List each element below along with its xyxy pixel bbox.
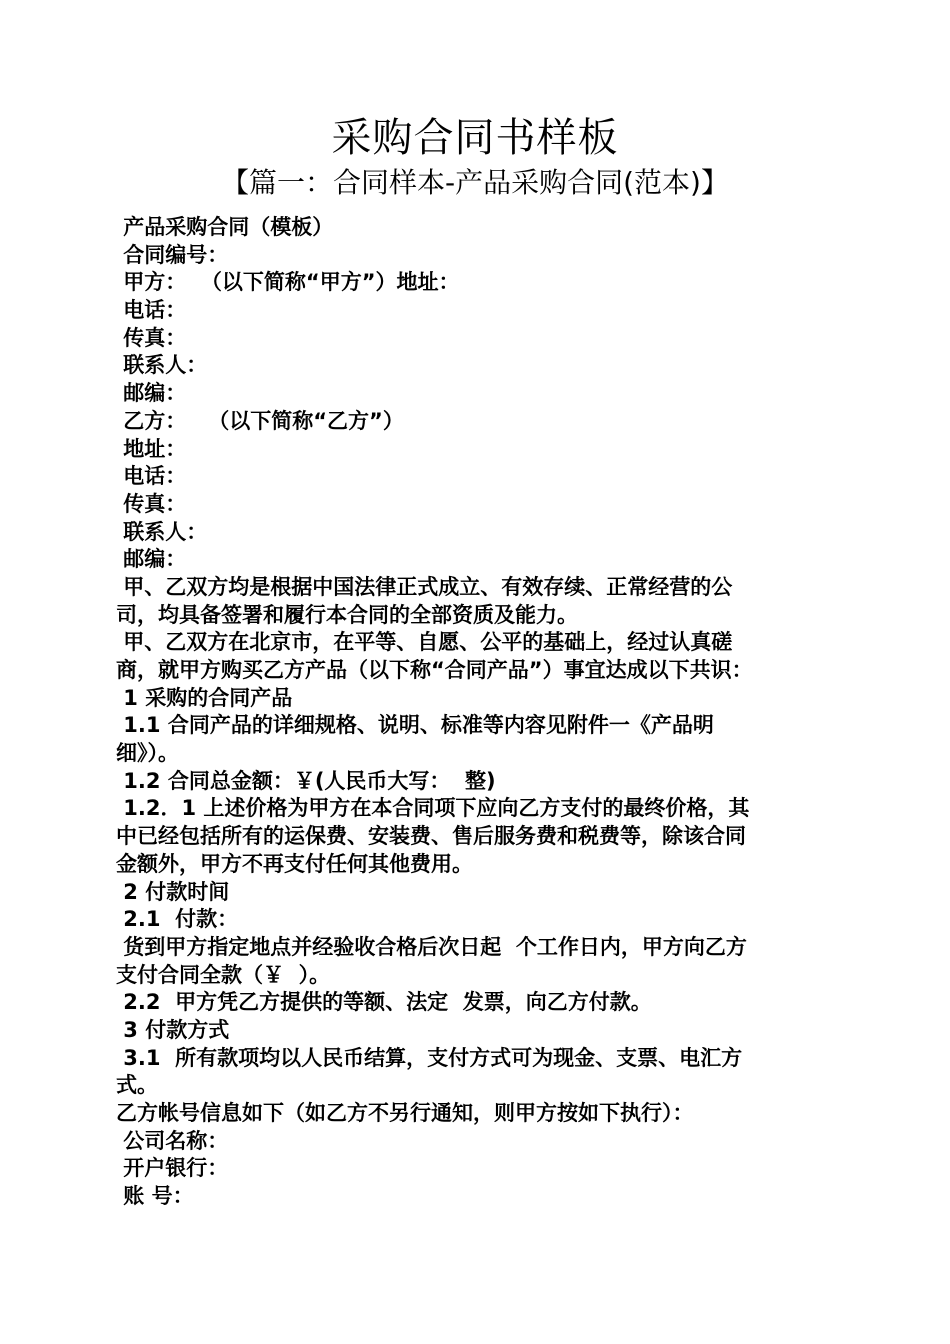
body-line-payment-terms-a: 货到甲方指定地点并经验收合格后次日起 个工作日内，甲方向乙方 bbox=[116, 934, 747, 959]
body-line-consensus-2: 商，就甲方购买乙方产品（以下称“合同产品”）事宜达成以下共识： bbox=[116, 658, 753, 682]
body-line-party-b-contact: 联系人： bbox=[116, 519, 208, 544]
body-line-party-b-postcode: 邮编： bbox=[116, 547, 187, 572]
body-line-qualification-2: 司，均具备签署和履行本合同的全部资质及能力。 bbox=[116, 602, 578, 627]
body-line-clause-2-2: 2.2 甲方凭乙方提供的等额、法定 发票，向乙方付款。 bbox=[116, 990, 652, 1015]
body-line-clause-2-1: 2.1 付款： bbox=[116, 907, 239, 932]
body-line-party-a-contact: 联系人： bbox=[116, 353, 208, 378]
body-line-section-3-heading: 3 付款方式 bbox=[116, 1017, 230, 1042]
body-line-party-b-fax: 传真： bbox=[116, 491, 187, 516]
body-line-clause-1-2-1-a: 1.2．1 上述价格为甲方在本合同项下应向乙方支付的最终价格，其 bbox=[116, 796, 750, 821]
body-line-section-1-heading: 1 采购的合同产品 bbox=[116, 685, 293, 710]
body-line-party-a-fax: 传真： bbox=[116, 325, 187, 350]
body-line-bank: 开户银行： bbox=[116, 1156, 229, 1181]
body-line-contract-number: 合同编号： bbox=[116, 242, 229, 267]
body-line-section-2-heading: 2 付款时间 bbox=[116, 879, 230, 904]
body-line-party-a-phone: 电话： bbox=[116, 298, 187, 323]
document-subtitle: 【篇一：合同样本-产品采购合同(范本)】 bbox=[221, 166, 729, 199]
body-line-party-b-phone: 电话： bbox=[116, 464, 187, 489]
body-line-account-number: 账 号： bbox=[116, 1184, 194, 1209]
body-line-qualification-1: 甲、乙双方均是根据中国法律正式成立、有效存续、正常经营的公 bbox=[116, 574, 733, 599]
body-line-clause-1-1-b: 细》）。 bbox=[116, 741, 179, 766]
body-line-clause-1-2: 1.2 合同总金额：￥(人民币大写： 整) bbox=[116, 768, 496, 793]
body-line-account-info: 乙方帐号信息如下（如乙方不另行通知，则甲方按如下执行）： bbox=[116, 1101, 694, 1125]
document-body bbox=[116, 214, 836, 1211]
body-line-clause-1-1-a: 1.1 合同产品的详细规格、说明、标准等内容见附件一《产品明 bbox=[116, 713, 714, 738]
body-line-party-a: 甲方： （以下简称“甲方”）地址： bbox=[116, 270, 460, 295]
body-line-clause-1-2-1-c: 金额外，甲方不再支付任何其他费用。 bbox=[116, 851, 473, 876]
body-line-payment-terms-b: 支付合同全款（￥ ）。 bbox=[116, 962, 331, 987]
body-line-contract-heading: 产品采购合同（模板） bbox=[116, 215, 334, 239]
body-line-party-b: 乙方： （以下简称“乙方”） bbox=[116, 408, 404, 433]
body-line-clause-3-1-a: 3.1 所有款项均以人民币结算，支付方式可为现金、支票、电汇方 bbox=[116, 1045, 743, 1070]
body-line-party-b-address: 地址： bbox=[116, 436, 187, 461]
body-line-consensus-1: 甲、乙双方在北京市，在平等、自愿、公平的基础上，经过认真磋 bbox=[116, 630, 733, 655]
body-line-clause-3-1-b: 式。 bbox=[116, 1073, 158, 1098]
body-line-clause-1-2-1-b: 中已经包括所有的运保费、安装费、售后服务费和税费等，除该合同 bbox=[116, 824, 746, 849]
body-line-party-a-postcode: 邮编： bbox=[116, 381, 187, 406]
document-title: 采购合同书样板 bbox=[331, 115, 619, 161]
body-line-company-name: 公司名称： bbox=[116, 1128, 229, 1153]
